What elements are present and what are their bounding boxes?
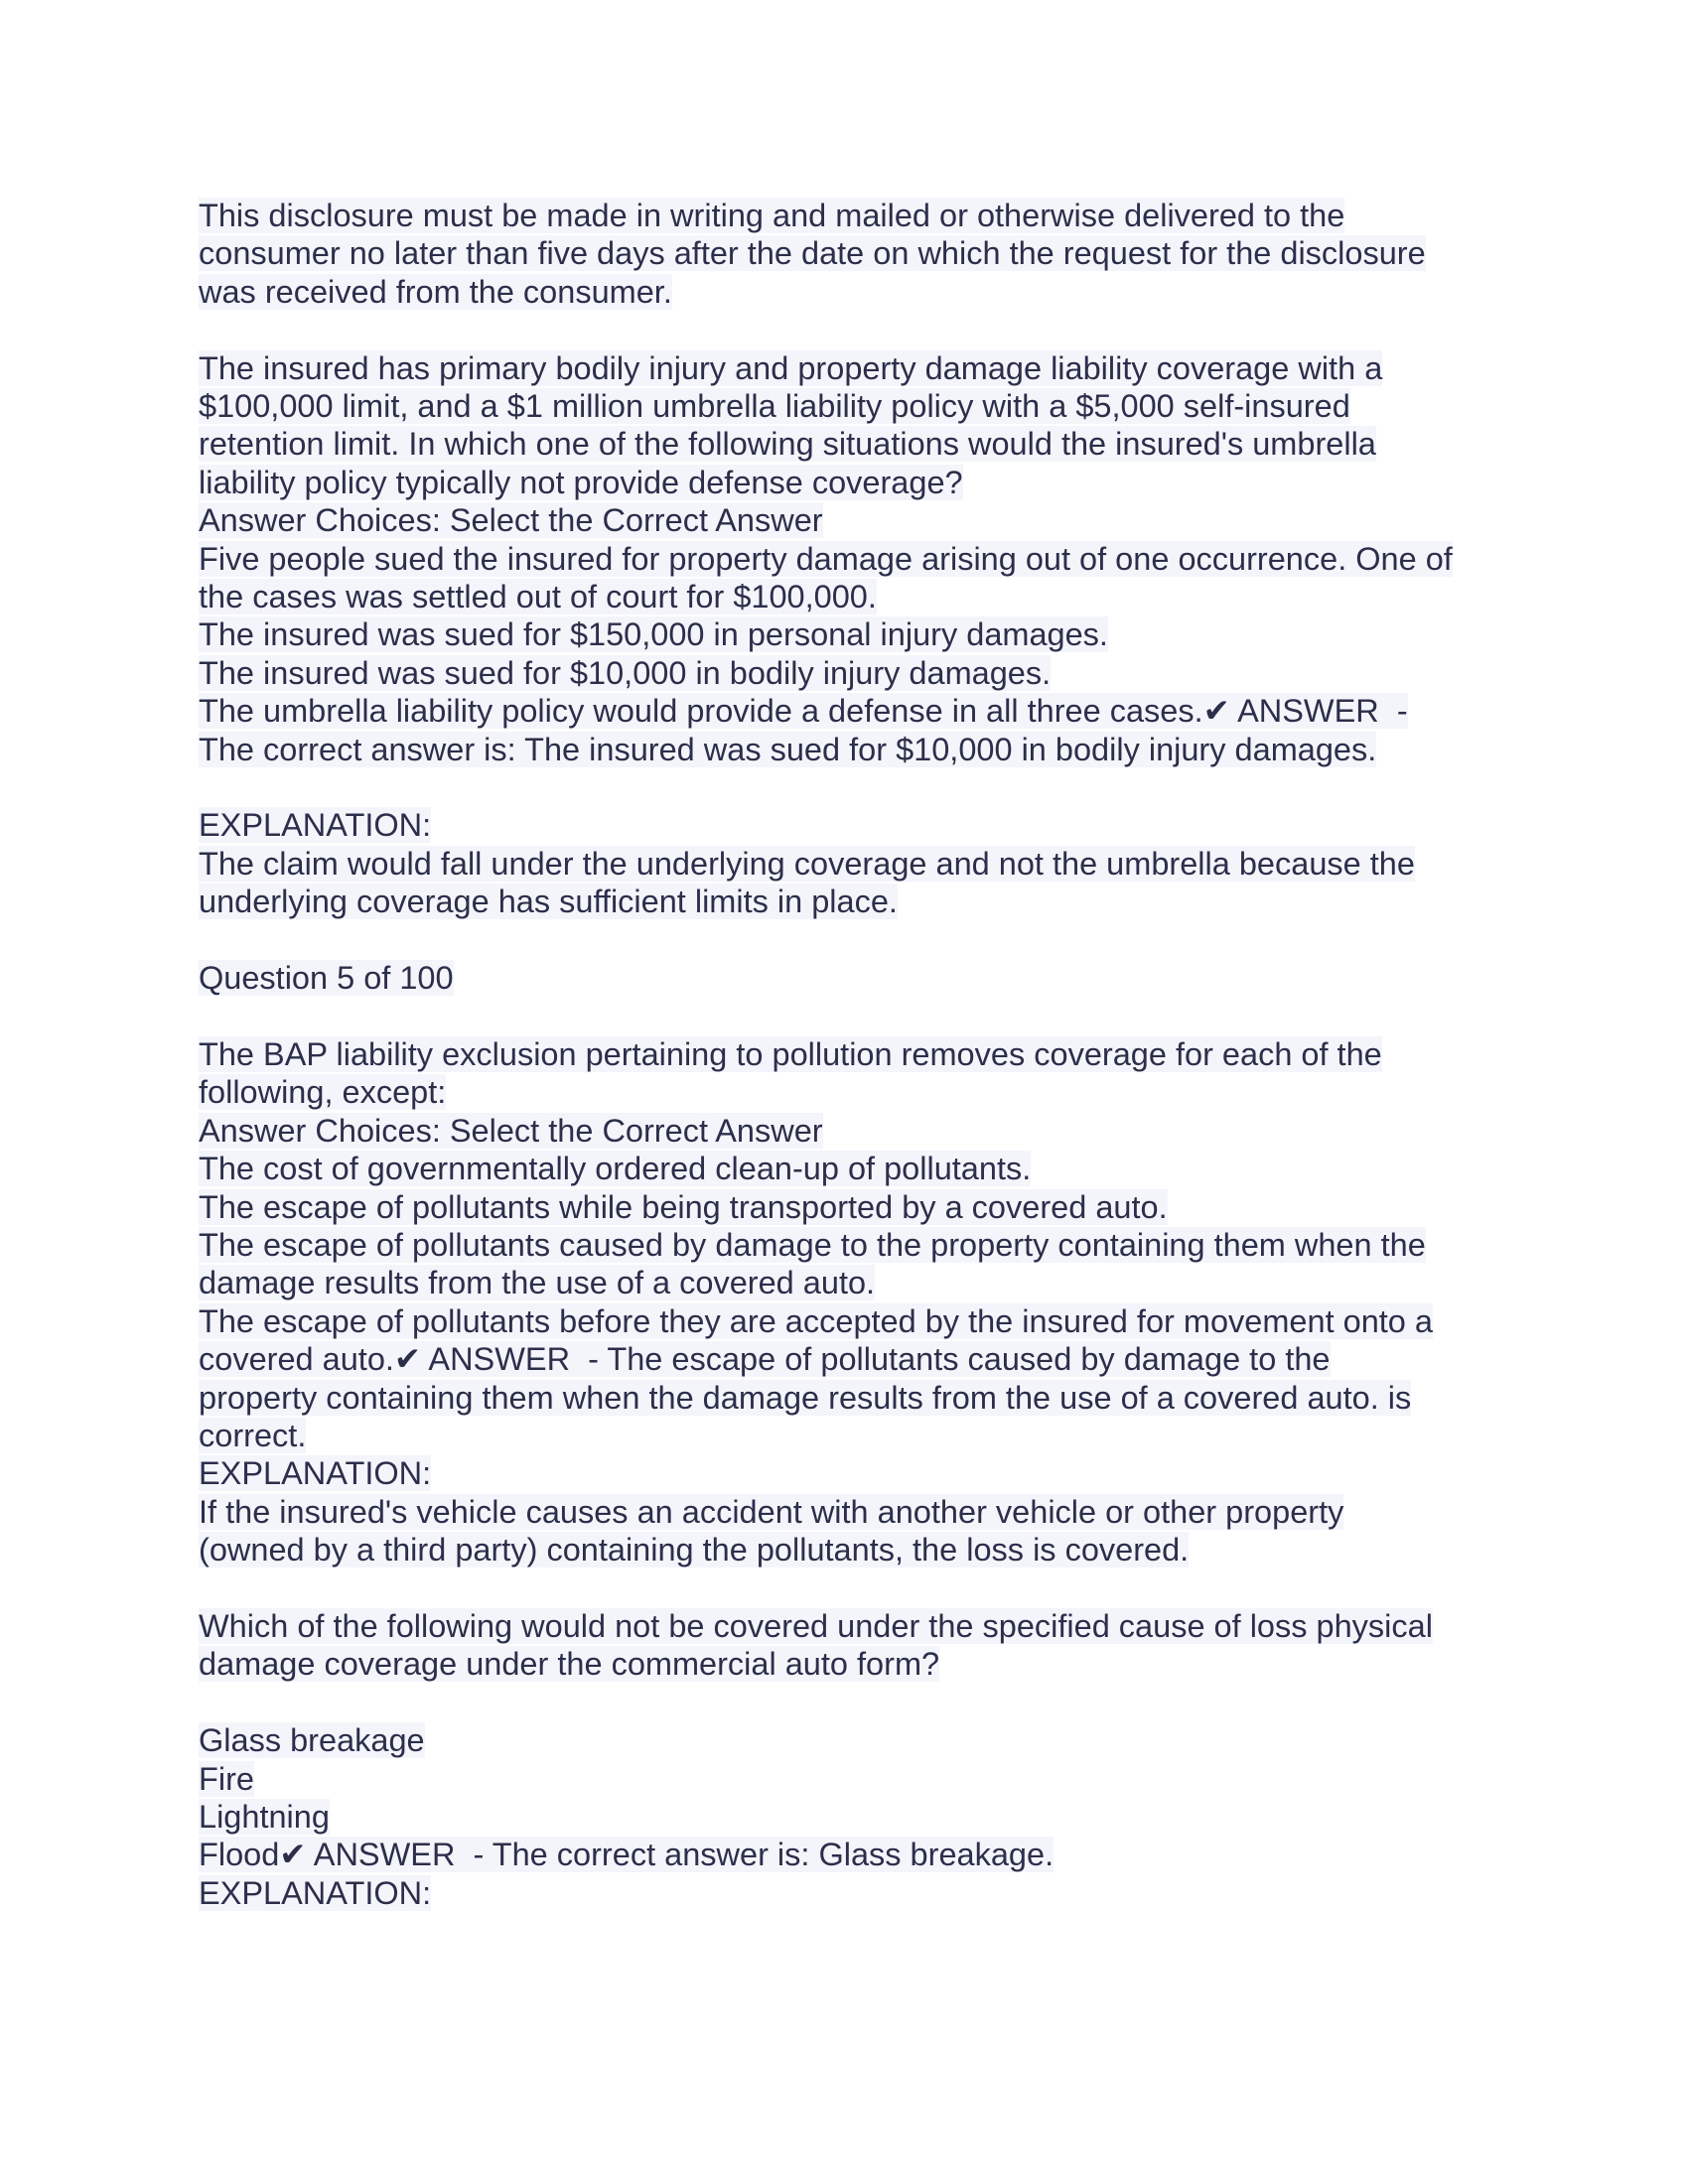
correct-answer-line: correct. <box>199 1417 307 1453</box>
question-text-line: following, except: <box>199 1074 447 1111</box>
answer-choice: The insured was sued for $10,000 in bodily injury damages. <box>199 654 1052 691</box>
answer-choice: The insured was sued for $150,000 in personal injury damages. <box>199 616 1108 653</box>
answer-choice: the cases was settled out of court for $100,000. <box>199 579 877 615</box>
pollution-question <box>199 1035 1509 1570</box>
question-text-line: The insured has primary bodily injury and property damage liability coverage with a <box>199 349 1383 386</box>
explanation-heading: EXPLANATION: <box>199 1874 432 1911</box>
explanation-heading: EXPLANATION: <box>199 1455 432 1492</box>
paragraph-gap <box>199 997 1509 1034</box>
answer-choice: The umbrella liability policy would provide a defense in all three cases.✔ ANSWER - <box>199 693 1408 730</box>
document-page <box>199 197 1509 1912</box>
question-text-line: retention limit. In which one of the following situations would the insured's umbrella <box>199 426 1376 463</box>
disclosure-paragraph <box>199 197 1509 311</box>
explanation-text-line: underlying coverage has sufficient limits in place. <box>199 884 898 920</box>
paragraph-gap <box>199 921 1509 959</box>
answer-choice: The escape of pollutants caused by damage to the property containing them when the <box>199 1226 1426 1263</box>
question-text-line: damage coverage under the commercial auto form? <box>199 1646 940 1683</box>
answer-choice: Five people sued the insured for property damage arising out of one occurrence. One of <box>199 540 1453 577</box>
physical-damage-question <box>199 1607 1509 1684</box>
explanation-text-line: If the insured's vehicle causes an accident with another vehicle or other property <box>199 1493 1344 1530</box>
explanation-heading: EXPLANATION: <box>199 807 432 844</box>
question-text-line: $100,000 limit, and a $1 million umbrella liability policy with a $5,000 self-insured <box>199 388 1350 425</box>
question-number: Question 5 of 100 <box>199 960 454 997</box>
explanation-text-line: (owned by a third party) containing the pollutants, the loss is covered. <box>199 1532 1190 1569</box>
correct-answer-line: Flood✔ ANSWER - The correct answer is: Glass breakage. <box>199 1837 1055 1873</box>
answer-choice: Glass breakage <box>199 1722 425 1759</box>
umbrella-explanation <box>199 806 1509 920</box>
paragraph-gap <box>199 1684 1509 1721</box>
question-text-line: The BAP liability exclusion pertaining to pollution removes coverage for each of the <box>199 1035 1382 1072</box>
answer-choice: damage results from the use of a covered auto. <box>199 1265 876 1301</box>
umbrella-question <box>199 349 1509 768</box>
question-text-line: Which of the following would not be covered under the specified cause of loss physical <box>199 1607 1433 1644</box>
explanation-text-line: The claim would fall under the underlying coverage and not the umbrella because the <box>199 845 1415 882</box>
question-text-line: liability policy typically not provide defense coverage? <box>199 464 963 500</box>
answer-choices-label: Answer Choices: Select the Correct Answer <box>199 502 823 539</box>
answer-choice: Fire <box>199 1760 254 1797</box>
correct-answer-line: property containing them when the damage results from the use of a covered auto. is <box>199 1379 1412 1416</box>
question-counter <box>199 959 1509 997</box>
answer-choices-label: Answer Choices: Select the Correct Answer <box>199 1112 823 1149</box>
text-line: was received from the consumer. <box>199 273 672 310</box>
physical-damage-choices <box>199 1721 1509 1912</box>
answer-choice: The escape of pollutants while being transported by a covered auto. <box>199 1188 1168 1225</box>
correct-answer-line: The correct answer is: The insured was sued for $10,000 in bodily injury damages. <box>199 731 1377 767</box>
answer-choice: Lightning <box>199 1798 330 1835</box>
correct-answer-line: covered auto.✔ ANSWER - The escape of pollutants caused by damage to the <box>199 1341 1331 1378</box>
paragraph-gap <box>199 1570 1509 1607</box>
text-line: This disclosure must be made in writing and mailed or otherwise delivered to the <box>199 198 1345 233</box>
answer-choice: The cost of governmentally ordered clean-up of pollutants. <box>199 1151 1032 1187</box>
paragraph-gap <box>199 768 1509 806</box>
answer-choice: The escape of pollutants before they are accepted by the insured for movement onto a <box>199 1302 1433 1339</box>
text-line: consumer no later than five days after the date on which the request for the disclosure <box>199 235 1426 272</box>
paragraph-gap <box>199 311 1509 348</box>
